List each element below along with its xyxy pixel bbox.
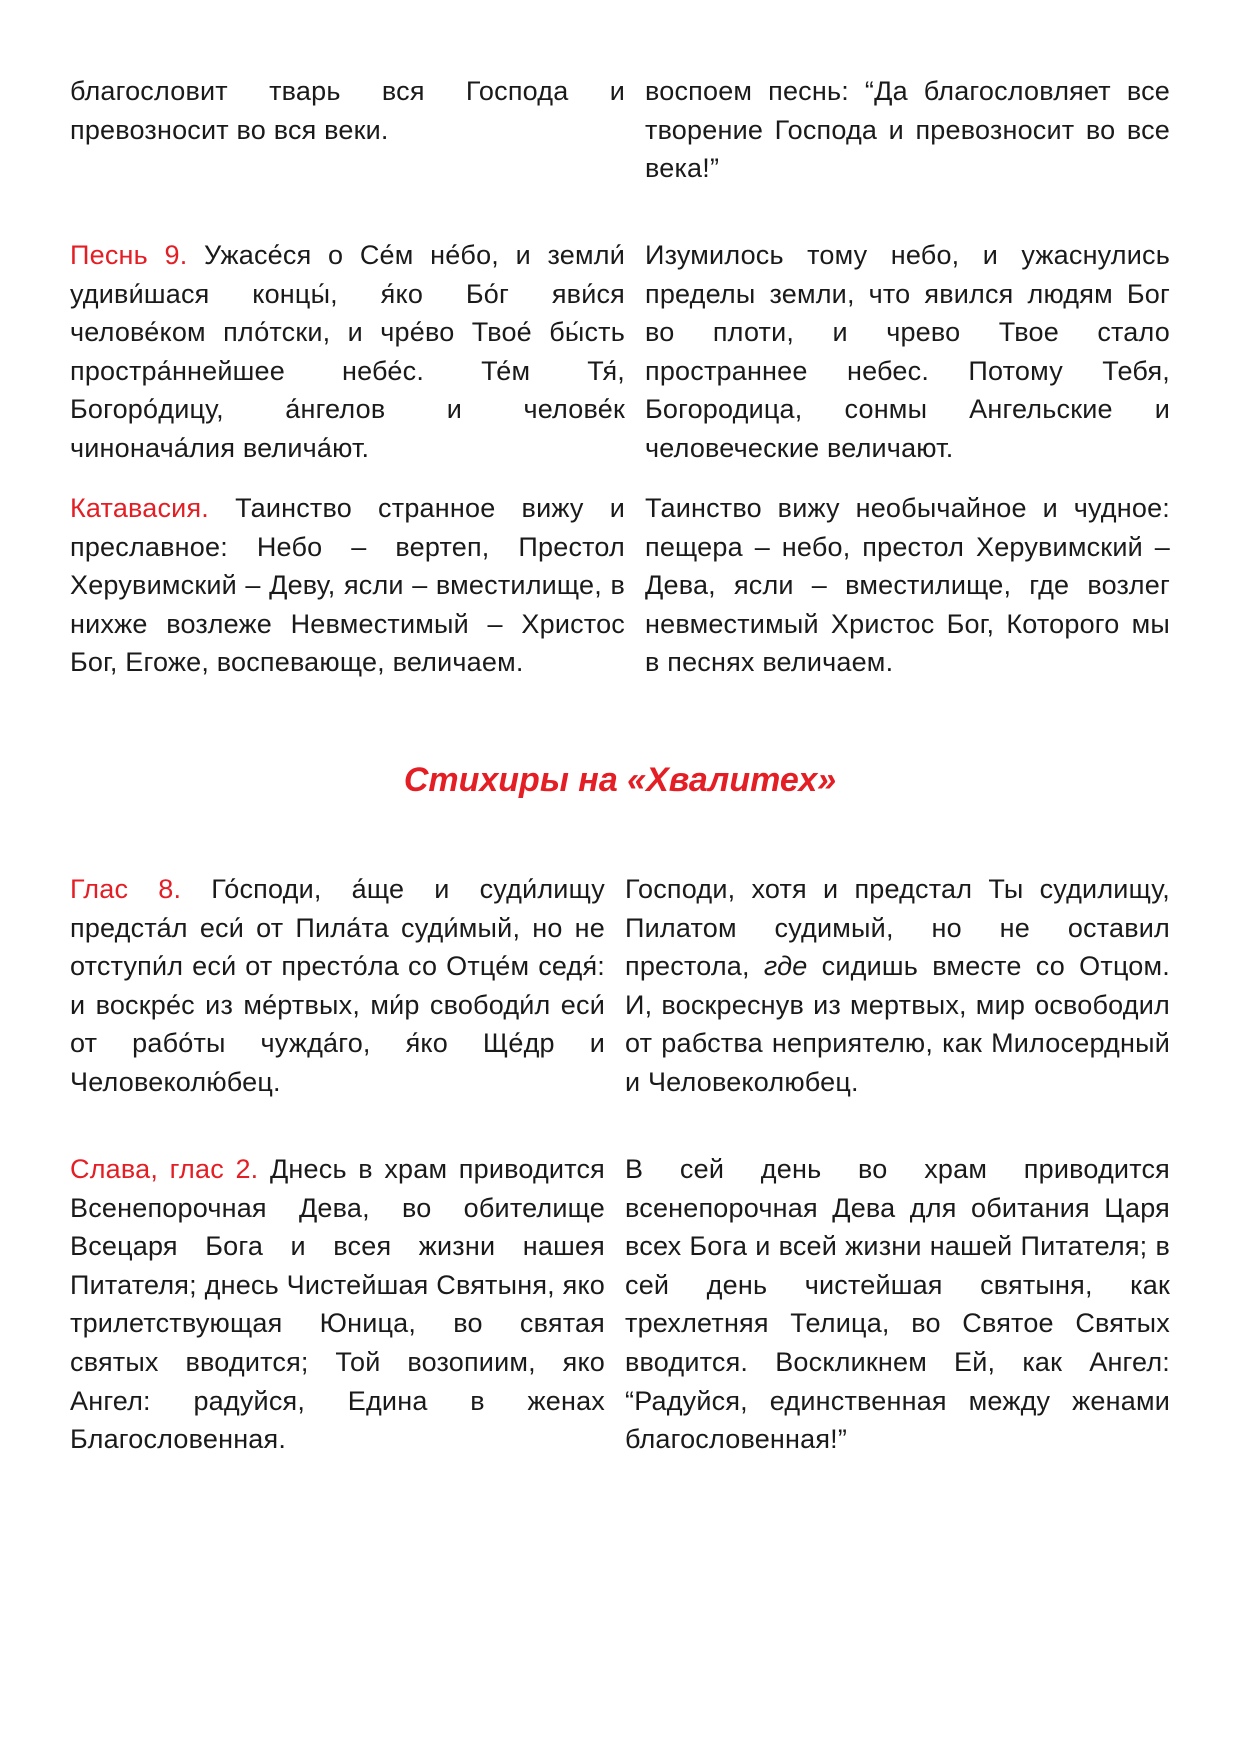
- verse-text: воспоем песнь: “Да благословляет все творение Господа и превозносит во все века!”: [645, 76, 1170, 184]
- emphasized-word: где: [763, 951, 808, 982]
- verse-text: Ужасе́ся о Се́м не́бо, и земли́ удиви́шася концы́, я́ко Бо́г яви́ся челове́ком пло́тски, и чре́во Твое́ бы́сть простра́ннейшее небе́с. Те́м Тя́, Богоро́дицу, а́нгелов и челове́к чинонача́лия велича́ют.: [70, 240, 625, 463]
- section-heading: Стихиры на «Хвалитех»: [403, 761, 837, 799]
- church-slavonic-text: [70, 1150, 605, 1459]
- verse-label: Песнь 9.: [70, 240, 188, 270]
- church-slavonic-text: [70, 489, 625, 682]
- verse-text: Го́споди, а́ще и суди́лищу предста́л еси́ от Пила́та суди́мый, но не отступи́л еси́ от престо́ла со Отце́м седя́: и воскре́с из ме́ртвых, ми́р свободи́л еси́ от рабо́ты чужда́го, я́ко Ще́др и Человеколю́бец.: [70, 874, 606, 1097]
- verse-block-song-9: [70, 236, 1170, 468]
- verse-text: Изумилось тому небо, и ужаснулись пределы земли, что явился людям Бог во плоти, и чрево Твое стало пространнее небес. Потому Тебя, Богородица, сонмы Ангельские и человеческие величают.: [645, 240, 1170, 463]
- verse-text-part: сидишь вместе со Отцом. И, воскреснув из мертвых, мир освободил от рабства неприятелю, как Милосердный и Человеколюбец.: [625, 951, 1170, 1097]
- russian-translation: [625, 1150, 1170, 1459]
- verse-text: благословит тварь вся Господа и превозносит во вся веки.: [70, 76, 625, 145]
- verse-text: Таинство странное вижу и преславное: Небо – вертеп, Престол Херувимский – Деву, ясли – вместилище, в нихже возлеже Невместимый – Христос Бог, Егоже, воспевающе, величаем.: [70, 493, 626, 678]
- verse-text: В сей день во храм приводится всенепорочная Дева для обитания Царя всех Бога и всей жизни нашей Питателя; в сей день чистейшая святыня, как трехлетняя Телица, во Святое Святых вводится. Воскликнем Ей, как Ангел: “Радуйся, единственная между женами благословенная!”: [625, 1154, 1170, 1455]
- verse-block-katavasia: [70, 489, 1170, 682]
- russian-translation: [645, 72, 1170, 188]
- verse-block-glas-8: [70, 870, 1170, 1102]
- verse-text-part: Господи, хотя и предстал Ты судилищу, Пилатом судимый, но не оставил престола,: [625, 874, 1170, 982]
- russian-translation: [645, 489, 1170, 682]
- russian-translation: [645, 236, 1170, 468]
- verse-block-intro: [70, 72, 1170, 188]
- church-slavonic-text: [70, 870, 605, 1102]
- verse-label: Глас 8.: [70, 874, 182, 904]
- verse-block-slava: [70, 1150, 1170, 1459]
- russian-translation: [625, 870, 1170, 1102]
- verse-label: Слава, глас 2.: [70, 1154, 259, 1184]
- verse-text: Таинство вижу необычайное и чудное: пещера – небо, престол Херувимский – Дева, ясли – вместилище, где возлег невместимый Христос Бог, Которого мы в песнях величаем.: [645, 493, 1170, 678]
- church-slavonic-text: [70, 72, 625, 188]
- verse-label: Катавасия.: [70, 493, 209, 523]
- church-slavonic-text: [70, 236, 625, 468]
- verse-text: Днесь в храм приводится Всенепорочная Дева, во обителище Всецаря Бога и всея жизни нашея Питателя; днесь Чистейшая Святыня, яко трилетствующая Юница, во святая святых вводится; Той возопиим, яко Ангел: радуйся, Едина в женах Благословенная.: [70, 1154, 606, 1455]
